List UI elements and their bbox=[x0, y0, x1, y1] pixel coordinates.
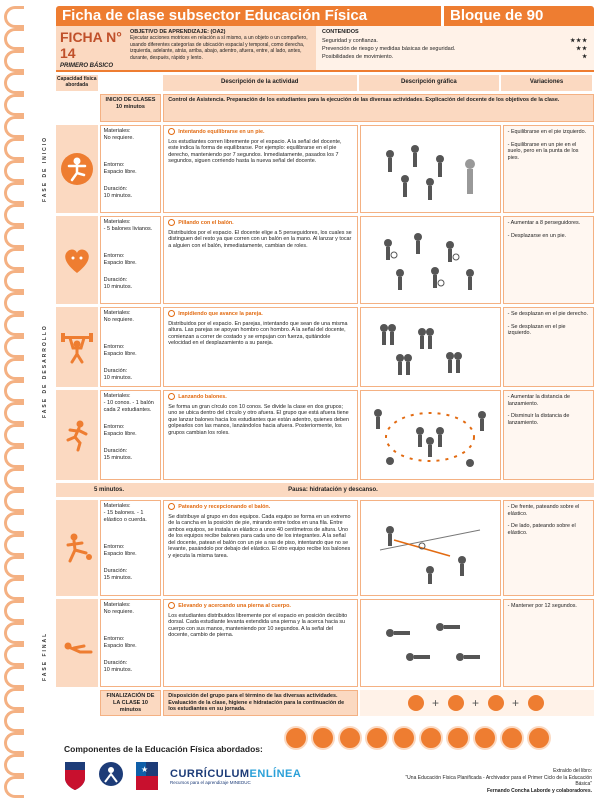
activity-text: Se forma un gran círculo con 10 conos. Se divide la clase en dos grupos; uno se ubica dentro del círculo y otro afuera. El grupo que está afuera tiene que lanzar balones hacia los estudiantes que están adentro, quienes deben golpearlos con las manos, lanzándolos hacia afuera. Posteriormente, los grupos cambian los roles. bbox=[168, 403, 349, 436]
binder-ring bbox=[4, 270, 24, 292]
binder-ring bbox=[4, 380, 24, 402]
binder-ring bbox=[4, 424, 24, 446]
component-icon bbox=[473, 726, 497, 750]
binder-ring bbox=[4, 732, 24, 754]
contents bbox=[316, 26, 594, 70]
variation-item: - De lado, pateando sobre el elástico. bbox=[507, 523, 576, 536]
component-icon bbox=[392, 726, 416, 750]
objective-label: OBJETIVO DE APRENDIZAJE: (OA2) bbox=[130, 29, 226, 35]
activity-row bbox=[56, 216, 594, 304]
activity-text: Distribuidos por el espacio. El docente elige a 5 perseguidores, los cuales se distinguen del resto ya que corren con un balón en la mano. Al lanzar y tocar a alguien con el balón, inmediatamente, cambian de roles. bbox=[168, 229, 352, 249]
space-value: Espacio libre. bbox=[103, 169, 137, 175]
activity-row bbox=[56, 500, 594, 596]
variations-cell bbox=[503, 500, 594, 596]
content-item bbox=[322, 45, 588, 53]
contents-title: CONTENIDOS bbox=[322, 29, 359, 35]
content-label: Prevención de riesgo y medidas básicas de seguridad. bbox=[322, 46, 456, 52]
binder-ring bbox=[4, 94, 24, 116]
materials-cell bbox=[100, 216, 162, 304]
cone-circle-illustration bbox=[370, 397, 490, 473]
phase-label-development: FASE DE DESARROLLO bbox=[42, 324, 48, 418]
variation-item: - Equilibrarse en el pie izquierdo. bbox=[507, 129, 587, 135]
duration-value: 10 minutos. bbox=[103, 193, 133, 199]
materials-label: Materiales: bbox=[103, 219, 131, 225]
binder-ring bbox=[4, 666, 24, 688]
component-icon bbox=[311, 726, 335, 750]
binder-ring bbox=[4, 512, 24, 534]
credit-line: “Una Educación Física Planificada - Archivador para el Primer Ciclo de la Educación Básica” bbox=[405, 774, 592, 787]
content-item bbox=[322, 53, 588, 61]
variation-item: - Aumentar la distancia de lanzamiento. bbox=[507, 394, 570, 407]
binder-ring bbox=[4, 688, 24, 710]
logos bbox=[62, 760, 301, 792]
activity-title: Pateando y recepcionando el balón. bbox=[168, 503, 353, 511]
balance-figure-icon bbox=[60, 152, 94, 186]
activity-title: Elevando y acercando una pierna al cuerpo. bbox=[168, 602, 353, 610]
hygiene-graphic bbox=[360, 690, 594, 716]
government-logo bbox=[134, 760, 160, 792]
binder-ring bbox=[4, 754, 24, 776]
th-description: Descripción de la actividad bbox=[163, 75, 357, 91]
binder-ring bbox=[4, 490, 24, 512]
header-title: Ficha de clase subsector Educación Física bbox=[56, 6, 441, 26]
binder-ring bbox=[4, 50, 24, 72]
binder-ring bbox=[4, 204, 24, 226]
component-icon bbox=[284, 726, 308, 750]
materials-cell bbox=[100, 500, 162, 596]
svg-text:+: + bbox=[511, 696, 519, 710]
variation-item: - Se desplazan en el pie izquierdo. bbox=[507, 323, 566, 337]
variation-item: - Desplazarse en un pie. bbox=[507, 232, 567, 239]
kicking-figure-icon bbox=[60, 531, 94, 565]
variation-item: - Disminuir la distancia de lanzamiento. bbox=[507, 413, 570, 426]
ficha-box bbox=[56, 26, 126, 70]
description-cell bbox=[163, 500, 358, 596]
duration-value: 15 minutos. bbox=[103, 575, 133, 581]
duration-label: Duración: bbox=[103, 660, 128, 666]
materials-value: No requiere. bbox=[103, 609, 134, 615]
duration-value: 10 minutos. bbox=[103, 284, 133, 290]
binder-ring bbox=[4, 182, 24, 204]
variation-item: - De frente, pateando sobre el elástico. bbox=[507, 504, 580, 517]
binder-ring bbox=[4, 622, 24, 644]
hygiene-icons bbox=[402, 692, 552, 714]
duration-value: 15 minutos. bbox=[103, 455, 133, 461]
duration-label: Duración: bbox=[103, 368, 128, 374]
cap-empty bbox=[56, 94, 98, 122]
binder-ring bbox=[4, 578, 24, 600]
space-label: Entorno: bbox=[103, 162, 125, 168]
materials-cell bbox=[100, 599, 162, 687]
binder-ring bbox=[4, 116, 24, 138]
materials-value: - 10 conos. - 1 balón cada 2 estudiantes. bbox=[103, 400, 154, 413]
variation-item: - Aumentar a 8 perseguidores. bbox=[507, 220, 581, 226]
activity-row bbox=[56, 125, 594, 213]
ficha-level: PRIMERO BÁSICO bbox=[60, 63, 114, 69]
binder-ring bbox=[4, 28, 24, 50]
start-label: INICIO DE CLASES 10 minutos bbox=[100, 94, 162, 122]
binder-ring bbox=[4, 72, 24, 94]
binder-ring bbox=[4, 776, 24, 798]
space-value: Espacio libre. bbox=[103, 260, 137, 266]
logo-subtitle: Recursos para el aprendizaje MINEDUC bbox=[170, 779, 251, 785]
materials-cell bbox=[100, 307, 162, 387]
cap-empty bbox=[56, 690, 98, 716]
th-capacity: Capacidad física abordada bbox=[56, 75, 98, 91]
duration-label: Duración: bbox=[103, 277, 128, 283]
variations-cell bbox=[503, 125, 594, 213]
table-header bbox=[56, 75, 594, 91]
lying-stretch-illustration bbox=[370, 613, 490, 673]
end-row bbox=[56, 690, 594, 716]
description-cell bbox=[163, 216, 358, 304]
graphic-cell bbox=[360, 390, 501, 480]
svg-text:★: ★ bbox=[141, 765, 149, 774]
component-icon bbox=[527, 726, 551, 750]
pause-row bbox=[56, 483, 594, 497]
content-label: Posibilidades de movimiento. bbox=[322, 54, 394, 60]
activity-text: Los estudiantes distribuidos libremente por el espacio en posición decúbito dorsal. Cada estudiante levanta extendida una pierna y la acerca hacia su cuerpo con sus manos, manteniendo por 10 segundos. A la señal del docente, cambio de pierna. bbox=[168, 612, 348, 639]
graphic-cell bbox=[360, 216, 501, 304]
ministry-logo bbox=[98, 760, 124, 792]
variations-cell bbox=[503, 216, 594, 304]
end-text: Disposición del grupo para el término de las diversas actividades. Evaluación de la clase, higiene e hidratación para la continuación de los estudiantes en su jornada. bbox=[163, 690, 358, 716]
weightlifter-icon bbox=[60, 330, 94, 364]
content-stars: ★★★ bbox=[570, 38, 588, 44]
capacity-cell bbox=[56, 500, 98, 596]
content-item bbox=[322, 37, 588, 45]
duration-label: Duración: bbox=[103, 448, 128, 454]
objective-text: Ejecutar acciones motrices en relación a sí mismo, a un objeto o un compañero, usando diferentes categorías de ubicación espacial y temporal, como derecha, izquierda, adelante, atrás, arriba, abajo, adentro, afuera, entre, al lado, antes, durante, después, rápido y lento. bbox=[130, 35, 308, 61]
capacity-cell bbox=[56, 125, 98, 213]
binder-ring bbox=[4, 336, 24, 358]
start-row bbox=[56, 94, 594, 122]
space-value: Espacio libre. bbox=[103, 643, 137, 649]
svg-text:+: + bbox=[431, 696, 439, 710]
content-stars: ★★ bbox=[576, 46, 588, 52]
variations-cell bbox=[503, 599, 594, 687]
running-figure-icon bbox=[60, 418, 94, 452]
variation-item: - Equilibrarse en un pie en el suelo, pero en la punta de los pies. bbox=[507, 141, 579, 161]
lesson-sheet bbox=[42, 6, 594, 716]
materials-cell bbox=[100, 390, 162, 480]
activity-row bbox=[56, 599, 594, 687]
phase-label-start: FASE DE INICIO bbox=[42, 135, 48, 203]
activity-text: Distribuidos por el espacio. En parejas, intentando que sean de una misma altura. Las parejas se apoyan hombro con hombro. A la señal del docente, comienzan a correr de costado y se empujan con fuerza, quitándole velocidad en el desplazamiento a su pareja. bbox=[168, 320, 348, 347]
th-graphic: Descripción gráfica bbox=[359, 75, 499, 91]
space-label: Entorno: bbox=[103, 424, 125, 430]
components-title: Componentes de la Educación Física abordados: bbox=[64, 744, 263, 754]
materials-value: No requiere. bbox=[103, 135, 134, 141]
pause-text: Pausa: hidratación y descanso. bbox=[288, 487, 378, 493]
running-kids-illustration bbox=[370, 134, 490, 204]
graphic-cell bbox=[360, 599, 501, 687]
activity-title: Pillando con el balón. bbox=[168, 219, 353, 227]
materials-label: Materiales: bbox=[103, 503, 131, 509]
variation-item: - Se desplazan en el pie derecho. bbox=[507, 311, 588, 317]
materials-label: Materiales: bbox=[103, 310, 131, 316]
header bbox=[56, 6, 594, 26]
activity-row bbox=[56, 307, 594, 387]
binder-ring bbox=[4, 600, 24, 622]
stretching-figure-icon bbox=[60, 626, 94, 660]
credit-line: Fernando Concha Laborde y colaboradores. bbox=[486, 787, 592, 794]
graphic-cell bbox=[360, 500, 501, 596]
binder-ring bbox=[4, 710, 24, 732]
binder-ring bbox=[4, 402, 24, 424]
binder-ring bbox=[4, 6, 24, 28]
svg-text:+: + bbox=[471, 696, 479, 710]
component-icon bbox=[500, 726, 524, 750]
binder-ring bbox=[4, 556, 24, 578]
capacity-cell bbox=[56, 307, 98, 387]
duration-label: Duración: bbox=[103, 568, 128, 574]
logo-brand-a: CURRÍCULUM bbox=[170, 767, 250, 780]
duration-label: Duración: bbox=[103, 186, 128, 192]
start-text: Control de Asistencia. Preparación de los estudiantes para la ejecución de las diversas actividades. Explicación del docente de los objetivos de la clase. bbox=[163, 94, 594, 122]
description-cell bbox=[163, 307, 358, 387]
capacity-cell bbox=[56, 216, 98, 304]
graphic-cell bbox=[360, 307, 501, 387]
materials-cell bbox=[100, 125, 162, 213]
activity-title: Impidiendo que avance la pareja. bbox=[168, 310, 353, 318]
coat-of-arms-logo bbox=[62, 760, 88, 792]
binder-ring bbox=[4, 446, 24, 468]
binder-rings bbox=[0, 0, 28, 800]
component-icon bbox=[365, 726, 389, 750]
capacity-cell bbox=[56, 599, 98, 687]
duration-value: 10 minutos. bbox=[103, 375, 133, 381]
end-label: FINALIZACIÓN DE LA CLASE 10 minutos bbox=[100, 690, 162, 716]
materials-value: No requiere. bbox=[103, 317, 134, 323]
materials-label: Materiales: bbox=[103, 393, 131, 399]
objective bbox=[126, 26, 316, 70]
logo-brand-b: ENLÍNEA bbox=[249, 767, 302, 780]
binder-ring bbox=[4, 160, 24, 182]
heart-figure-icon bbox=[60, 243, 94, 277]
th-variations: Variaciones bbox=[501, 75, 592, 91]
pause-minutes: 5 minutos. bbox=[93, 487, 124, 493]
binder-ring bbox=[4, 138, 24, 160]
tag-game-illustration bbox=[370, 225, 490, 295]
activity-title: Lanzando balones. bbox=[168, 393, 353, 401]
activity-row bbox=[56, 390, 594, 480]
graphic-cell bbox=[360, 125, 501, 213]
pairs-pushing-illustration bbox=[370, 314, 490, 380]
materials-value: - 15 balones. - 1 elástico o cuerda. bbox=[103, 510, 147, 523]
component-icon bbox=[446, 726, 470, 750]
binder-ring bbox=[4, 248, 24, 270]
meta-panel bbox=[56, 26, 594, 72]
description-cell bbox=[163, 125, 358, 213]
binder-ring bbox=[4, 534, 24, 556]
content-stars: ★ bbox=[582, 54, 588, 60]
space-label: Entorno: bbox=[103, 253, 125, 259]
content-label: Seguridad y confianza. bbox=[322, 38, 378, 44]
description-cell bbox=[163, 390, 358, 480]
variations-cell bbox=[503, 390, 594, 480]
ficha-number: FICHA N° 14 bbox=[60, 29, 122, 61]
capacity-cell bbox=[56, 390, 98, 480]
activity-text: Se distribuye al grupo en dos equipos. Cada equipo se forma en un extremo de la cancha en la posición de pie, mirando entre todos en una fila. Entre ambos equipos, se instala un elástico a unos 40 centímetros de altura. Uno de los equipos recibe balones para cada uno de los integrantes. A la señal del docente, patean el balón con un pie a ras de piso, intentando que no se levante, pasándolo por debajo del elástico. El otro equipo recibe los balones y ejecuta la misma tarea. bbox=[168, 513, 351, 560]
space-value: Espacio libre. bbox=[103, 551, 137, 557]
credit-line: Extraído del libro: bbox=[553, 768, 592, 774]
binder-ring bbox=[4, 468, 24, 490]
component-icon bbox=[338, 726, 362, 750]
binder-ring bbox=[4, 358, 24, 380]
materials-label: Materiales: bbox=[103, 602, 131, 608]
kicking-teams-illustration bbox=[370, 510, 490, 586]
space-value: Espacio libre. bbox=[103, 431, 137, 437]
materials-value: - 5 balones livianos. bbox=[103, 226, 153, 232]
binder-ring bbox=[4, 226, 24, 248]
header-block: Bloque de 90 bbox=[444, 6, 594, 26]
component-icons bbox=[284, 726, 554, 750]
activity-title: Intentando equilibrarse en un pie. bbox=[168, 128, 353, 136]
binder-ring bbox=[4, 292, 24, 314]
component-icon bbox=[419, 726, 443, 750]
binder-ring bbox=[4, 644, 24, 666]
variation-item: - Mantener por 12 segundos. bbox=[507, 603, 577, 609]
materials-label: Materiales: bbox=[103, 128, 131, 134]
space-label: Entorno: bbox=[103, 344, 125, 350]
activity-text: Los estudiantes corren libremente por el espacio. A la señal del docente, este indica la forma de equilibrarse. Por ejemplo: equilibrarse en el pie derecho, manteniendo por 7 segundos. Inmediatamente, pasados los 7 segundos, siguen corriendo hasta la nueva señal del docente. bbox=[168, 138, 342, 165]
credits bbox=[392, 768, 592, 794]
space-value: Espacio libre. bbox=[103, 351, 137, 357]
space-label: Entorno: bbox=[103, 544, 125, 550]
binder-ring bbox=[4, 314, 24, 336]
variations-cell bbox=[503, 307, 594, 387]
th-spacer bbox=[100, 75, 161, 91]
duration-value: 10 minutos. bbox=[103, 667, 133, 673]
phase-label-final: FASE FINAL bbox=[42, 631, 48, 681]
space-label: Entorno: bbox=[103, 636, 125, 642]
description-cell bbox=[163, 599, 358, 687]
curriculum-logo bbox=[170, 768, 301, 785]
